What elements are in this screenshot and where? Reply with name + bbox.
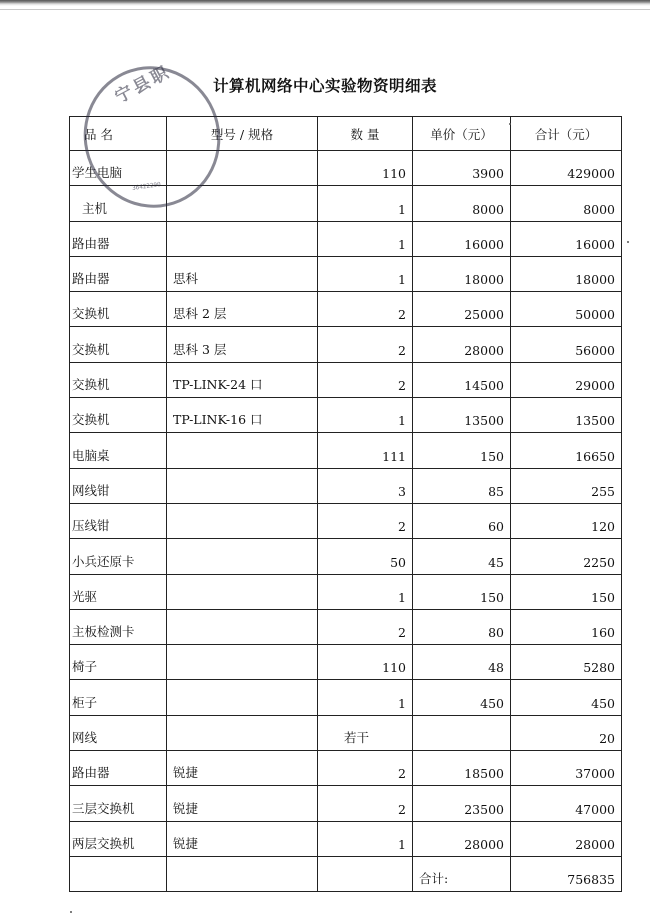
cell-unit-price: 450	[413, 680, 511, 715]
cell-spec	[167, 645, 318, 680]
cell-quantity: 1	[318, 680, 413, 715]
table-row	[70, 327, 622, 362]
cell-spec: 锐捷	[167, 751, 318, 786]
seal-text: 宁县职	[111, 61, 175, 108]
cell-quantity: 2	[318, 503, 413, 538]
cell-name: 电脑桌	[70, 433, 167, 468]
cell-subtotal: 20	[511, 715, 622, 750]
cell-spec: TP-LINK-16 口	[167, 398, 318, 433]
cell-quantity: 1	[318, 256, 413, 291]
table-row	[70, 362, 622, 397]
cell-unit-price: 18000	[413, 256, 511, 291]
table-row	[70, 751, 622, 786]
cell-name: 椅子	[70, 645, 167, 680]
cell-quantity: 2	[318, 751, 413, 786]
table-row	[70, 645, 622, 680]
cell-name: 路由器	[70, 256, 167, 291]
cell-spec	[167, 503, 318, 538]
scan-speck	[70, 911, 72, 913]
cell-quantity: 1	[318, 821, 413, 856]
cell-name: 网线钳	[70, 468, 167, 503]
cell-subtotal: 429000	[511, 151, 622, 186]
cell-subtotal: 18000	[511, 256, 622, 291]
cell-spec	[167, 151, 318, 186]
cell-spec	[167, 221, 318, 256]
cell-unit-price: 45	[413, 539, 511, 574]
cell-subtotal: 28000	[511, 821, 622, 856]
table-row	[70, 821, 622, 856]
cell-unit-price: 60	[413, 503, 511, 538]
total-value: 756835	[511, 856, 622, 891]
table-row	[70, 433, 622, 468]
cell-spec	[167, 468, 318, 503]
cell-quantity: 1	[318, 186, 413, 221]
cell-quantity: 3	[318, 468, 413, 503]
table-row	[70, 398, 622, 433]
table-row	[70, 609, 622, 644]
cell-unit-price: 16000	[413, 221, 511, 256]
cell-spec: 锐捷	[167, 821, 318, 856]
cell-spec	[167, 433, 318, 468]
cell-unit-price: 18500	[413, 751, 511, 786]
table-row	[70, 292, 622, 327]
cell-spec: TP-LINK-24 口	[167, 362, 318, 397]
table-row	[70, 468, 622, 503]
total-blank	[167, 856, 318, 891]
scan-line	[0, 9, 650, 10]
cell-spec: 思科 3 层	[167, 327, 318, 362]
cell-subtotal: 8000	[511, 186, 622, 221]
cell-name: 小兵还原卡	[70, 539, 167, 574]
table-row	[70, 574, 622, 609]
cell-name: 交换机	[70, 398, 167, 433]
cell-subtotal: 450	[511, 680, 622, 715]
cell-subtotal: 56000	[511, 327, 622, 362]
header-quantity: 数 量	[318, 117, 413, 151]
cell-name: 交换机	[70, 292, 167, 327]
cell-spec	[167, 609, 318, 644]
cell-spec: 锐捷	[167, 786, 318, 821]
cell-quantity: 1	[318, 574, 413, 609]
cell-unit-price	[413, 715, 511, 750]
cell-quantity: 2	[318, 327, 413, 362]
table-row	[70, 221, 622, 256]
cell-unit-price: 48	[413, 645, 511, 680]
cell-name: 光驱	[70, 574, 167, 609]
cell-quantity: 2	[318, 786, 413, 821]
cell-subtotal: 160	[511, 609, 622, 644]
cell-subtotal: 50000	[511, 292, 622, 327]
scan-top-edge	[0, 0, 650, 6]
cell-quantity: 若干	[318, 715, 413, 750]
table-row	[70, 680, 622, 715]
cell-unit-price: 3900	[413, 151, 511, 186]
cell-spec: 思科	[167, 256, 318, 291]
table-header-row	[70, 117, 622, 151]
cell-quantity: 2	[318, 292, 413, 327]
cell-quantity: 111	[318, 433, 413, 468]
cell-name: 两层交换机	[70, 821, 167, 856]
cell-name: 压线钳	[70, 503, 167, 538]
cell-name: 网线	[70, 715, 167, 750]
cell-quantity: 1	[318, 398, 413, 433]
cell-quantity: 2	[318, 362, 413, 397]
scan-speck	[627, 241, 629, 243]
cell-name: 路由器	[70, 221, 167, 256]
cell-unit-price: 80	[413, 609, 511, 644]
total-blank	[318, 856, 413, 891]
scan-speck	[509, 123, 511, 125]
cell-unit-price: 8000	[413, 186, 511, 221]
cell-unit-price: 150	[413, 574, 511, 609]
table-row	[70, 503, 622, 538]
cell-name: 柜子	[70, 680, 167, 715]
cell-subtotal: 150	[511, 574, 622, 609]
cell-subtotal: 255	[511, 468, 622, 503]
cell-spec	[167, 539, 318, 574]
cell-unit-price: 28000	[413, 327, 511, 362]
cell-name: 交换机	[70, 327, 167, 362]
cell-unit-price: 14500	[413, 362, 511, 397]
cell-subtotal: 120	[511, 503, 622, 538]
cell-unit-price: 85	[413, 468, 511, 503]
cell-quantity: 110	[318, 645, 413, 680]
cell-spec: 思科 2 层	[167, 292, 318, 327]
document-title: 计算机网络中心实验物资明细表	[212, 77, 437, 95]
asset-table	[69, 116, 622, 892]
total-blank	[70, 856, 167, 891]
cell-name: 主板检测卡	[70, 609, 167, 644]
cell-subtotal: 13500	[511, 398, 622, 433]
cell-subtotal: 2250	[511, 539, 622, 574]
cell-name: 路由器	[70, 751, 167, 786]
seal-code: 36422200	[131, 181, 162, 192]
cell-unit-price: 13500	[413, 398, 511, 433]
table-row	[70, 539, 622, 574]
cell-spec	[167, 680, 318, 715]
cell-name: 主机	[70, 186, 167, 221]
cell-name: 学生电脑	[70, 151, 167, 186]
cell-subtotal: 5280	[511, 645, 622, 680]
cell-unit-price: 150	[413, 433, 511, 468]
table-row	[70, 186, 622, 221]
cell-name: 交换机	[70, 362, 167, 397]
header-unit-price: 单价（元）	[413, 117, 511, 151]
cell-subtotal: 29000	[511, 362, 622, 397]
cell-spec	[167, 574, 318, 609]
header-subtotal: 合计（元）	[511, 117, 622, 151]
cell-subtotal: 47000	[511, 786, 622, 821]
cell-name: 三层交换机	[70, 786, 167, 821]
cell-spec	[167, 715, 318, 750]
cell-subtotal: 37000	[511, 751, 622, 786]
cell-quantity: 110	[318, 151, 413, 186]
header-name: 品 名	[70, 117, 167, 151]
table-row	[70, 715, 622, 750]
cell-quantity: 2	[318, 609, 413, 644]
cell-unit-price: 23500	[413, 786, 511, 821]
table-row	[70, 786, 622, 821]
cell-unit-price: 25000	[413, 292, 511, 327]
cell-quantity: 1	[318, 221, 413, 256]
cell-subtotal: 16000	[511, 221, 622, 256]
total-label: 合计:	[413, 856, 511, 891]
cell-quantity: 50	[318, 539, 413, 574]
total-row	[70, 856, 622, 891]
table-row	[70, 256, 622, 291]
cell-spec	[167, 186, 318, 221]
header-spec: 型号 / 规格	[167, 117, 318, 151]
cell-unit-price: 28000	[413, 821, 511, 856]
table-row	[70, 151, 622, 186]
cell-subtotal: 16650	[511, 433, 622, 468]
